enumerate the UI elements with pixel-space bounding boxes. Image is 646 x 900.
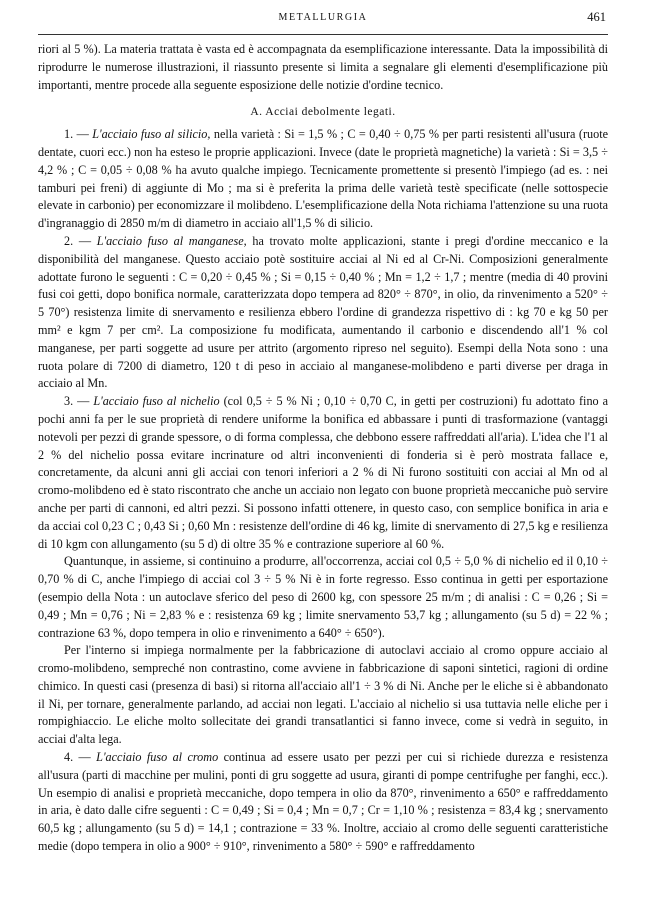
item-title: L'acciaio fuso al silicio, (92, 127, 211, 142)
page-number: 461 (587, 10, 606, 24)
paragraph-quantunque: Quantunque, in assieme, si continuino a produrre, all'occorrenza, acciai col 0,5 ÷ 5,0 % di nichelio ed il 0,10 ÷ 0,70 % di C, anche l'impiego di acciai col 3 ÷ 5 % Ni è in forte regresso. Esso continua in getti per esportazione (esempio della Nota : un autoclave sferico del peso di 2600 kg, con spessore 25 m/m ; di analisi : C = 0,26 ; Si = 0,49 ; Mn = 0,76 ; Ni = 2,83 % e : resistenza 69 kg ; limite snervamento 53,7 kg ; allungamento (su 5 d) = 22 % ; contrazione 63 %, dopo tempera in olio e rinvenimento a 640° ÷ 650°). (38, 554, 608, 640)
header-rule (38, 34, 608, 35)
item-number: 1. — (64, 127, 89, 142)
section-heading: A. Acciai debolmente legati. (250, 106, 396, 119)
item-text: (col 0,5 ÷ 5 % Ni ; 0,10 ÷ 0,70 C, in getti per costruzioni) fu adottato fino a pochi anni fa per le sue proprietà di rendere uniforme la bonifica ed abbassare i punti di trasformazione (vantaggi notevoli per pezzi di grande spessore, o di forma complessa, che debbono essere raffreddati all'aria). L'idea che l'1 al 2 % del nichelio possa evitare incrinature od altri inconvenienti di fonderia si è però mostrata fallace e, concretamente, da alcuni anni gli acciai con tenori inferiori a 2 % di Ni furono sostituiti con acciai al Mn od al cromo-molibdeno ed è stato riscontrato che anche un acciaio non legato con buone proprietà meccaniche può servire anche per parti di cannoni, ed altri pezzi. Si possono infatti ottenere, in questo caso, con semplice bonifica in aria e da acciai col 0,23 C ; 0,43 Si ; 0,60 Mn : resistenze dell'ordine di 46 kg, limite di snervamento di 27,5 kg e resilienza di 10 kgm con allungamento (su 5 d) di oltre 35 % e contrazione superiore al 60 %. (38, 394, 609, 551)
item-title: L'acciaio fuso al manganese, (96, 233, 247, 248)
item-title: L'acciaio fuso al cromo (96, 750, 219, 765)
header-title: METALLURGIA (278, 12, 368, 23)
item-number: 3. — (64, 394, 90, 409)
item-number: 4. — (64, 750, 91, 765)
item-number: 2. — (64, 233, 92, 248)
body-text (38, 41, 608, 856)
intro-paragraph: riori al 5 %). La materia trattata è vasta ed è accompagnata da esemplificazione interessante. Data la impossibilità di riprodurre le numerose illustrazioni, il riassunto presente si limita a segnalare gli elementi d'esemplificazione più importanti, mentre procede alla seguente esposizione delle notizie d'ordine tecnico. (38, 42, 608, 92)
running-header (38, 10, 608, 30)
item-text: nella varietà : Si = 1,5 % ; C = 0,40 ÷ 0,75 % per parti resistenti all'usura (ruote dentate, cuori ecc.) non ha esteso le proprie applicazioni. Invece (date le proprietà magnetiche) la varietà : Si = 3,5 ÷ 4,2 % ; C = 0,05 ÷ 0,08 % ha avuto qualche impiego. Tecnicamente promettente si presentò l'impiego (ad es. : nei tamburi pei freni) di aggiunte di Mo ; ma si è preferita la prima delle varietà testè specificate (nelle sottospecie elevate in carbonio) per economizzare il molibdeno. L'esemplificazione della Nota richiama l'attenzione su una ruota d'ingranaggio di 2850 m/m di diametro in acciaio all'1,5 % di silicio. (38, 127, 609, 231)
paragraph-item-2 (38, 233, 608, 393)
paragraph-item-1 (38, 126, 608, 233)
document-page (38, 10, 608, 856)
item-text: ha trovato molte applicazioni, stante i pregi d'ordine meccanico e la disponibilità del manganese. Questo acciaio potè sostituire acciai al Ni ed al Cr-Ni. Composizioni generalmente adottate furono le seguenti : C = 0,20 ÷ 0,45 % ; Si = 0,15 ÷ 0,40 % ; Mn = 1,2 ÷ 1,7 ; mentre (media di 40 provini fusi coi getti, dopo bonifica normale, caratterizzata dopo tempera ad 820° ÷ 870°, in olio, da rinvenimento a 520° ÷ 5 70°) resistenza limite di snervamento e resilienza ebbero l'ordine di grandezza rispettivo di : kg 70 e kg 50 per mm² e kgm 7 per cm². La composizione fu modificata, aumentando il carbonio e discendendo all'1 % col manganese, per parti soggette ad usure per attrito (argomento ripreso nel seguito). Esempi della Nota sono : una ruota polare di 7200 di diametro, 120 t di peso in acciaio al manganese-molibdeno e parti diverse per draga in acciaio al Mn. (38, 233, 609, 391)
paragraph-interno: Per l'interno si impiega normalmente per la fabbricazione di autoclavi acciaio al cromo oppure acciaio al cromo-molibdeno, sempreché non contrastino, come avviene in fabbricazione di saponi sintetici, ragioni di ordine chimico. In questi casi (presenza di basi) si ritorna all'acciaio all'1 ÷ 3 % di Ni. Anche per le eliche si è abbandonato il Ni, per tornare, generalmente parlando, ad acciai non legati. L'acciaio al nichelio si usa tuttavia nelle eliche per i rompighiaccio. Le eliche molto sollecitate dei grandi transatlantici si fanno invece, come si vedrà in seguito, in acciai d'alta lega. (38, 643, 608, 747)
paragraph-item-3 (38, 393, 608, 553)
item-title: L'acciaio fuso al nichelio (93, 394, 220, 409)
paragraph-item-4 (38, 749, 608, 856)
item-text: continua ad essere usato per pezzi per cui si richiede durezza e resistenza all'usura (parti di macchine per mulini, ponti di gru soggette ad usura, giranti di pompe centrifughe per fanghi, ecc.). Un esempio di analisi e proprietà meccaniche, dopo tempera in olio da 870°, rinvenimento a 650° e raffreddamento in aria, è dato dalle cifre seguenti : C = 0,49 ; Si = 0,4 ; Mn = 0,7 ; Cr = 1,10 % ; resistenza = 83,4 kg ; snervamento 60,5 kg ; allungamento (su 5 d) = 14,1 ; contrazione = 33 %. Inoltre, acciaio al cromo delle seguenti caratteristiche medie (dopo tempera in olio a 900° ÷ 910°, rinvenimento a 580° ÷ 590° e raffreddamento (38, 750, 609, 854)
